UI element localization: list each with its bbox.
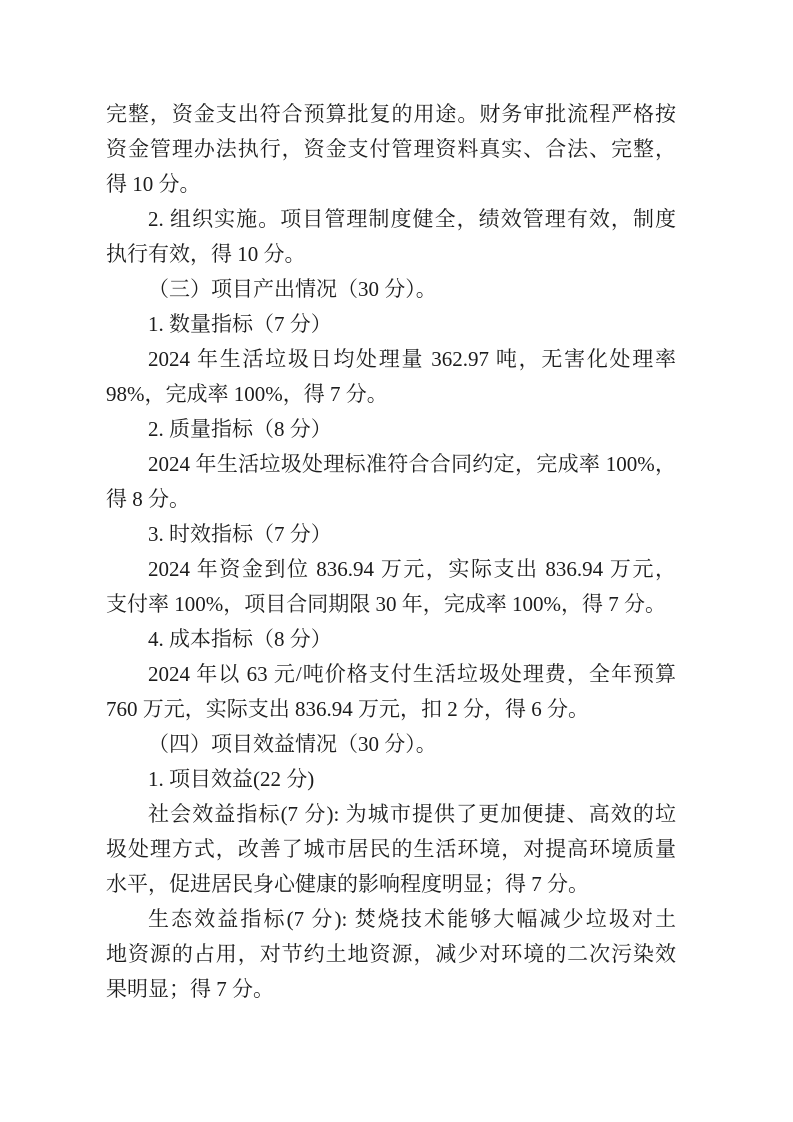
text-line: 2. 组织实施。项目管理制度健全，绩效管理有效，制度 <box>148 207 676 231</box>
text-line: 1. 数量指标（7 分） <box>148 312 332 336</box>
text-line: 得 10 分。 <box>106 172 201 196</box>
text-line: 社会效益指标(7 分): 为城市提供了更加便捷、高效的垃 <box>148 802 676 826</box>
text-line: 2024 年生活垃圾处理标准符合合同约定，完成率 100%， <box>148 452 676 476</box>
text-line: 得 8 分。 <box>106 487 190 511</box>
text-line: 生态效益指标(7 分): 焚烧技术能够大幅减少垃圾对土 <box>148 907 676 931</box>
text-line: 2024 年资金到位 836.94 万元，实际支出 836.94 万元， <box>148 557 676 581</box>
text-line: 完整，资金支出符合预算批复的用途。财务审批流程严格按 <box>106 102 676 126</box>
text-line: 圾处理方式，改善了城市居民的生活环境，对提高环境质量 <box>106 837 676 861</box>
text-line: 98%，完成率 100%，得 7 分。 <box>106 382 388 406</box>
text-line: 执行有效，得 10 分。 <box>106 242 306 266</box>
text-line: 760 万元，实际支出 836.94 万元，扣 2 分，得 6 分。 <box>106 697 589 721</box>
text-line: 资金管理办法执行，资金支付管理资料真实、合法、完整， <box>106 137 676 161</box>
text-line: 2024 年以 63 元/吨价格支付生活垃圾处理费，全年预算 <box>148 662 676 686</box>
text-line: 4. 成本指标（8 分） <box>148 627 332 651</box>
text-line: 2024 年生活垃圾日均处理量 362.97 吨，无害化处理率 <box>148 347 676 371</box>
document-text-block <box>106 97 676 1007</box>
text-line: 3. 时效指标（7 分） <box>148 522 332 546</box>
text-line: 1. 项目效益(22 分) <box>148 767 315 791</box>
text-line: 支付率 100%，项目合同期限 30 年，完成率 100%，得 7 分。 <box>106 592 666 616</box>
text-line: 地资源的占用，对节约土地资源，减少对环境的二次污染效 <box>106 942 676 966</box>
text-line: 2. 质量指标（8 分） <box>148 417 332 441</box>
text-line: 水平，促进居民身心健康的影响程度明显；得 7 分。 <box>106 872 589 896</box>
text-line: （四）项目效益情况（30 分）。 <box>148 732 437 756</box>
text-line: （三）项目产出情况（30 分）。 <box>148 277 437 301</box>
text-line: 果明显；得 7 分。 <box>106 977 274 1001</box>
